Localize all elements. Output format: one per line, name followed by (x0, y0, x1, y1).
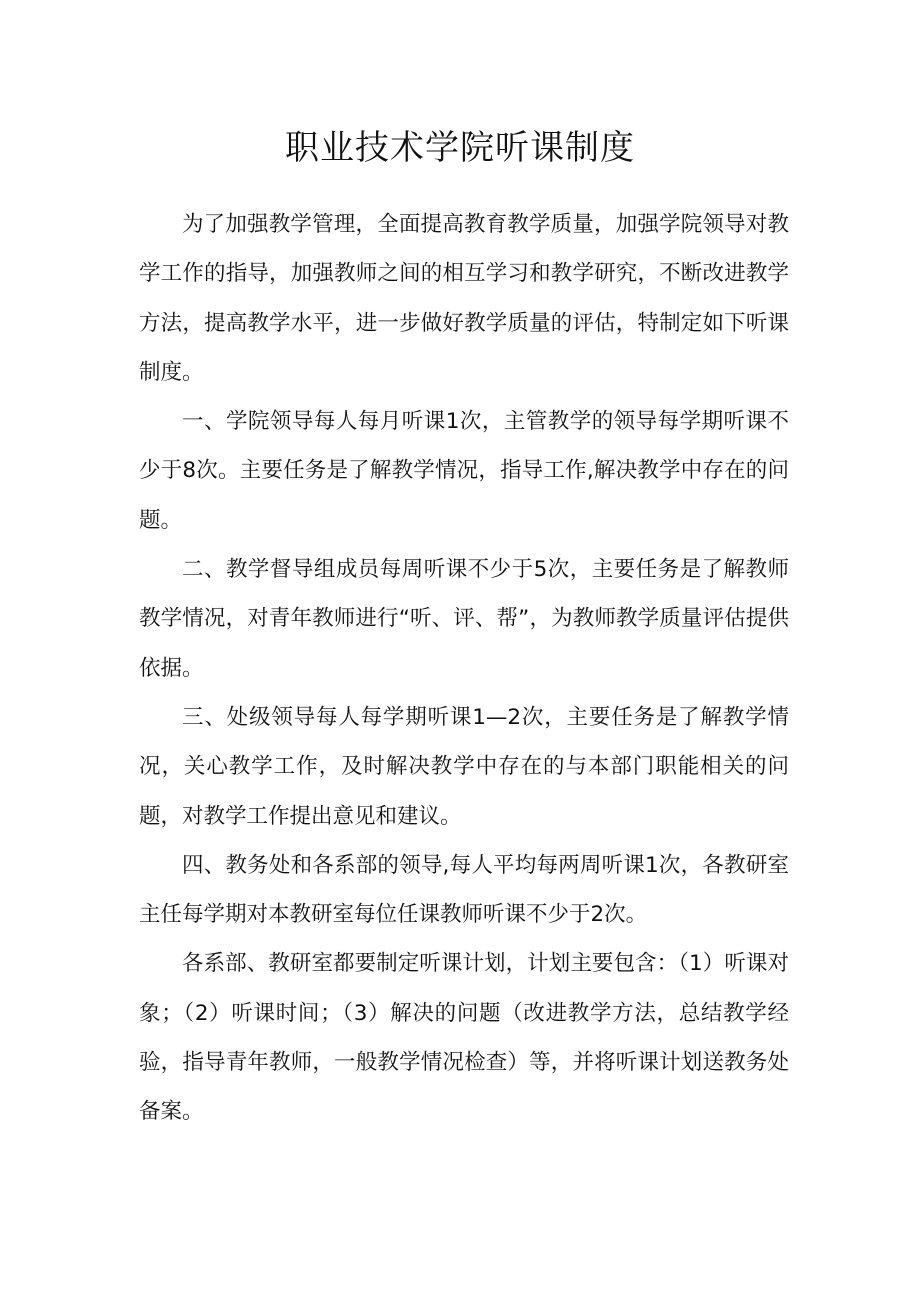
document-body (139, 200, 789, 1137)
document-title: 职业技术学院听课制度 (285, 128, 635, 168)
paragraph-item-2: 二、教学督导组成员每周听课不少于5次，主要任务是了解教师教学情况，对青年教师进行“听、评、帮”，为教师教学质量评估提供依据。 (139, 557, 789, 681)
paragraph-plan: 各系部、教研室都要制定听课计划，计划主要包含：（1）听课对象；（2）听课时间；（3）解决的问题（改进教学方法，总结教学经验，指导青年教师，一般教学情况检查）等，并将听课计划送教务处备案。 (139, 951, 789, 1125)
paragraph-item-3: 三、处级领导每人每学期听课1—2次，主要任务是了解教学情况，关心教学工作，及时解决教学中存在的与本部门职能相关的问题，对教学工作提出意见和建议。 (139, 704, 789, 829)
paragraph-intro: 为了加强教学管理，全面提高教育教学质量，加强学院领导对教学工作的指导，加强教师之间的相互学习和教学研究，不断改进教学方法，提高教学水平，进一步做好教学质量的评估，特制定如下听课制度。 (139, 212, 789, 385)
paragraph-item-1: 一、学院领导每人每月听课1次，主管教学的领导每学期听课不少于8次。主要任务是了解教学情况，指导工作,解决教学中存在的问题。 (139, 409, 789, 533)
paragraph-item-4: 四、教务处和各系部的领导,每人平均每两周听课1次，各教研室主任每学期对本教研室每位任课教师听课不少于2次。 (139, 852, 789, 928)
